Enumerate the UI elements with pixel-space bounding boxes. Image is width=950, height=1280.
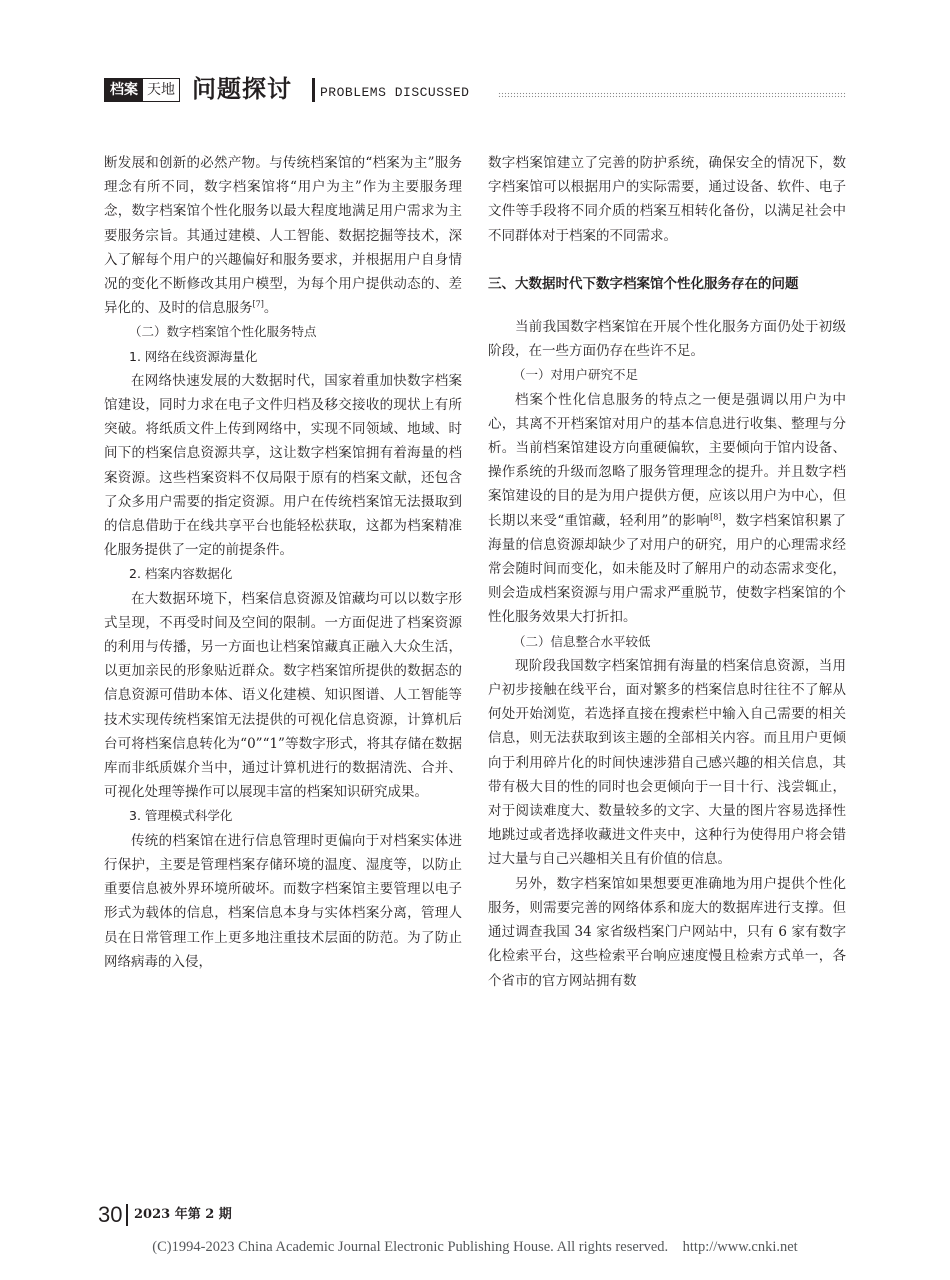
left-column (104, 151, 462, 974)
point-heading: 2. 档案内容数据化 (129, 566, 233, 582)
paragraph: 传统的档案馆在进行信息管理时更偏向于对档案实体进行保护，主要是管理档案存储环境的温度、湿度等，以防止重要信息被外界环境所破坏。而数字档案馆主要管理以电子形式为载体的信息，档案信息本身与实体档案分离，管理人员在日常管理工作上更多地注重技术层面的防范。为了防止网络病毒的入侵， (104, 832, 462, 970)
paragraph: 在网络快速发展的大数据时代，国家着重加快数字档案馆建设，同时力求在电子文件归档及移交接收的现状上有所突破。将纸质文件上传到网络中，实现不同领域、地域、时间下的档案信息资源共享，这让数字档案馆拥有着海量的档案资源。这些档案资料不仅局限于原有的档案文献，还包含了众多用户需要的指定资源。用户在传统档案馆无法摄取到的信息借助于在线共享平台也能轻松获取，这都为档案精准化服务提供了一定的前提条件。 (104, 372, 462, 559)
paragraph: 当前我国数字档案馆在开展个性化服务方面仍处于初级阶段，在一些方面仍存在些许不足。 (488, 319, 846, 360)
section-heading: 三、大数据时代下数字档案馆个性化服务存在的问题 (488, 275, 799, 292)
paragraph-text: ，数字档案馆积累了海量的信息资源却缺少了对用户的研究，用户的心理需求经常会随时间而变化，如未能及时了解用户的动态需求变化，则会造成档案资源与用户需求严重脱节，使数字档案馆的个性化服务效果大打折扣。 (488, 512, 846, 626)
journal-header (104, 76, 846, 104)
logo-light-text: 天地 (143, 79, 179, 101)
subsection-heading: （二）数字档案馆个性化服务特点 (129, 324, 317, 340)
paragraph: 数字档案馆建立了完善的防护系统，确保安全的情况下，数字档案馆可以根据用户的实际需要，通过设备、软件、电子文件等手段将不同介质的档案互相转化备份，以满足社会中不同群体对于档案的不同需求。 (488, 155, 846, 244)
issue-label: 2023 年第 2 期 (134, 1207, 232, 1222)
footer-divider (126, 1204, 128, 1226)
subsection-heading: （二）信息整合水平较低 (513, 633, 651, 649)
paragraph-text: 断发展和创新的必然产物。与传统档案馆的“档案为主”服务理念有所不同，数字档案馆将“用户为主”作为主要服务理念，数字档案馆个性化服务以最大程度地满足用户需求为主要服务宗旨。其通过建模、人工智能、数据挖掘等技术，深入了解每个用户的兴趣偏好和服务要求，并根据用户自身情况的变化不断修改其用户模型，为每个用户提供动态的、差异化的、及时的信息服务 (104, 155, 462, 317)
section-title-en: PROBLEMS DISCUSSED (320, 85, 470, 100)
point-heading: 1. 网络在线资源海量化 (129, 348, 258, 364)
paragraph-text: 。 (263, 300, 278, 317)
header-dotted-rule (498, 92, 846, 98)
journal-logo (104, 78, 180, 102)
point-heading: 3. 管理模式科学化 (129, 808, 233, 824)
logo-dark-text: 档案 (105, 79, 143, 101)
page-number: 30 (98, 1202, 123, 1227)
paragraph: 现阶段我国数字档案馆拥有海量的档案信息资源，当用户初步接触在线平台，面对繁多的档案信息时往往不了解从何处开始浏览，若选择直接在搜索栏中输入自己需要的相关信息，则无法获取到该主题的全部相关内容。而且用户更倾向于利用碎片化的时间快速涉猎自己感兴趣的相关信息，其带有极大目的性的同时也会更倾向于一目十行、浅尝辄止，对于阅读难度大、数量较多的文字、大量的图片容易选择性地跳过或者选择收藏进文件夹中，这种行为使得用户将会错过大量与自己兴趣相关且有价值的信息。 (488, 657, 846, 868)
citation-ref: [7] (252, 299, 264, 309)
subsection-heading: （一）对用户研究不足 (513, 367, 639, 383)
paragraph: 在大数据环境下，档案信息资源及馆藏均可以以数字形式呈现，不再受时间及空间的限制。一方面促进了档案资源的利用与传播，另一方面也让档案馆藏真正融入大众生活，以更加亲民的形象贴近群众。数字档案馆所提供的数据态的信息资源可借助本体、语义化建模、知识图谱、人工智能等技术实现传统档案馆无法提供的可视化信息资源，计算机后台可将档案信息转化为“0”“1”等数字形式，将其存储在数据库而非纸质媒介当中，通过计算机进行的数据清洗、合并、可视化处理等操作可以展现丰富的档案知识研究成果。 (104, 590, 462, 801)
citation-ref: [8] (710, 512, 722, 522)
paragraph: 另外，数字档案馆如果想要更准确地为用户提供个性化服务，则需要完善的网络体系和庞大的数据库进行支撑。但通过调查我国 34 家省级档案门户网站中，只有 6 家有数字化检索平台，这些检索平台响应速度慢且检索方式单一，各个省市的官方网站拥有数 (488, 875, 846, 989)
paragraph-text: 档案个性化信息服务的特点之一便是强调以用户为中心，其离不开档案馆对用户的基本信息进行收集、整理与分析。当前档案馆建设方向重硬偏软，主要倾向于馆内设备、操作系统的升级而忽略了服务管理理念的提升。并且数字档案馆建设的目的是为用户提供方便，应该以用户为中心，但长期以来受“重馆藏，轻利用”的影响 (488, 391, 846, 529)
paragraph (488, 388, 846, 630)
paragraph (104, 151, 462, 320)
right-column (488, 151, 846, 993)
section-title: 问题探讨 (192, 75, 292, 103)
header-divider (312, 78, 315, 102)
copyright-notice: (C)1994-2023 China Academic Journal Electronic Publishing House. All rights reserved. http://www.cnki.net (152, 1239, 798, 1255)
